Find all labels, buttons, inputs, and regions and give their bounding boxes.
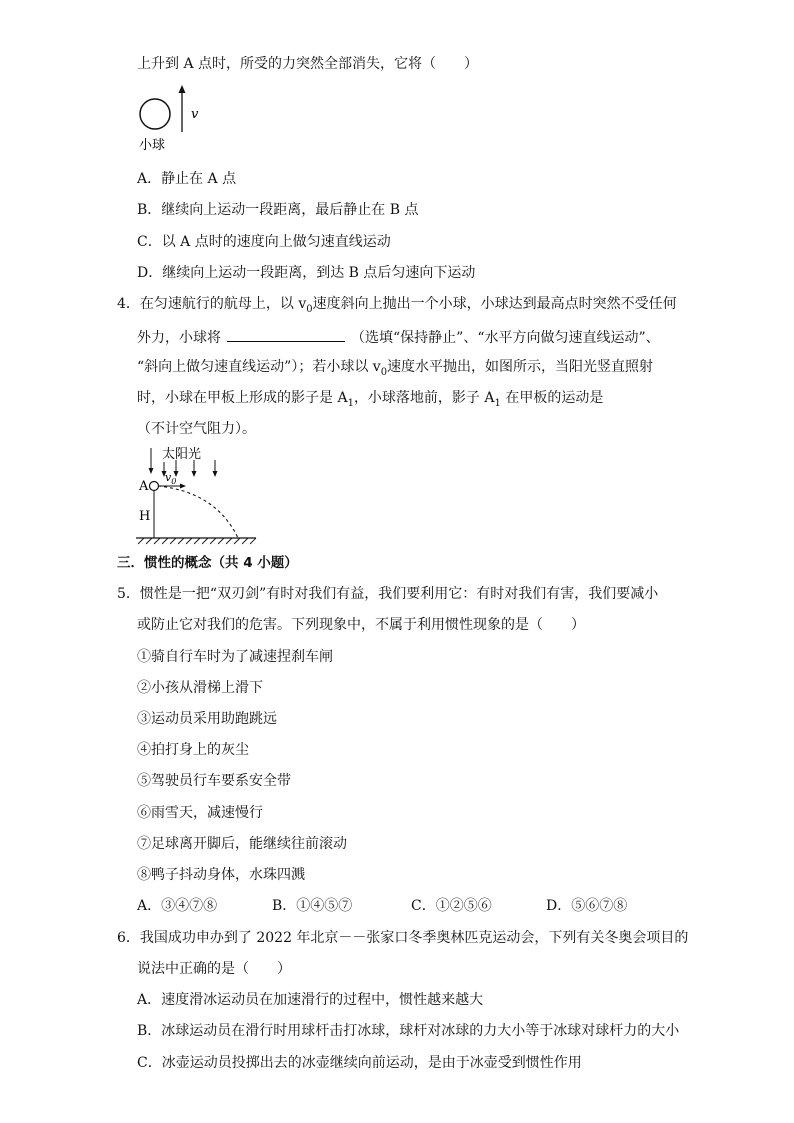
- section-heading: 三．惯性的概念（共 4 小题）: [117, 555, 298, 571]
- q4-line-1: [117, 295, 677, 319]
- height-label: H: [139, 509, 151, 524]
- q5-item-7: ⑦足球离开脚后，能继续往前滚动: [137, 836, 347, 852]
- q4-line-1-sub: 0: [306, 303, 313, 315]
- answer-blank[interactable]: [227, 327, 345, 342]
- q3-option-a: A．静止在 A 点: [137, 171, 237, 187]
- point-a-label: A: [139, 479, 149, 494]
- q4-line-4: [137, 389, 603, 413]
- q4-line-4-a: 时，小球在甲板上形成的影子是 A: [137, 390, 348, 406]
- q4-line-1-text: 4．在匀速航行的航母上，以 v: [117, 296, 307, 312]
- q5-choice-b: B．①④⑤⑦: [272, 898, 353, 914]
- q6-line-1: 6．我国成功申办到了 2022 年北京－－张家口冬季奥林匹克运动会，下列有关冬奥会项目的: [117, 930, 689, 946]
- trajectory-curve: [158, 486, 238, 538]
- q4-line-1-rest: 速度斜向上抛出一个小球，小球达到最高点时突然不受任何: [312, 296, 677, 312]
- q3-figure-caption: 小球: [139, 138, 166, 153]
- q3-option-d: D．继续向上运动一段距离，到达 B 点后匀速向下运动: [137, 265, 476, 281]
- q5-item-6: ⑥雨雪天，减速慢行: [137, 805, 263, 821]
- q4-line-5: （不计空气阻力）。: [137, 421, 256, 437]
- q6-option-a: A．速度滑冰运动员在加速滑行的过程中，惯性越来越大: [137, 992, 484, 1008]
- q5-item-2: ②小孩从滑梯上滑下: [137, 680, 263, 696]
- q5-item-5: ⑤驾驶员行车要系安全带: [137, 773, 291, 789]
- q3-ball-figure: [134, 84, 204, 156]
- q3-option-b: B．继续向上运动一段距离，最后静止在 B 点: [137, 202, 419, 218]
- q4-line-4-sub-2: 1: [494, 397, 501, 409]
- q5-choice-d: D．⑤⑥⑦⑧: [546, 898, 628, 914]
- q6-option-c: C．冰壶运动员投掷出去的冰壶继续向前运动，是由于冰壶受到惯性作用: [137, 1055, 582, 1071]
- q5-line-1: 5．惯性是一把“双刃剑”有时对我们有益，我们要利用它：有时对我们有害，我们要减小: [117, 586, 659, 602]
- q5-choice-c: C．①②⑤⑥: [411, 898, 492, 914]
- q5-choice-a: A．③④⑦⑧: [137, 898, 218, 914]
- q4-line-3: [137, 358, 653, 382]
- sunlight-label: 太阳光: [162, 447, 202, 462]
- q4-projectile-figure: [136, 442, 258, 550]
- q4-line-4-c: 在甲板的运动是: [500, 390, 604, 406]
- q3-stem-tail: 上升到 A 点时，所受的力突然全部消失，它将（ ）: [137, 56, 479, 72]
- q4-line-3-sub: 0: [380, 366, 388, 378]
- q4-velocity-label: $v_0$: [165, 471, 177, 486]
- q3-velocity-label: v: [191, 107, 199, 122]
- q4-line-4-b: ，小球落地前，影子 A: [353, 390, 495, 406]
- q4-line-3-a: “斜向上做匀速直线运动”）；若小球以 v: [137, 359, 381, 375]
- q5-item-8: ⑧鸭子抖动身体，水珠四溅: [137, 867, 305, 883]
- velocity-arrowhead: [179, 85, 186, 93]
- q5-line-2: 或防止它对我们的危害。下列现象中，不属于利用惯性现象的是（ ）: [137, 617, 585, 633]
- q5-item-3: ③运动员采用助跑跳远: [137, 711, 277, 727]
- q3-option-c: C．以 A 点时的速度向上做匀速直线运动: [137, 234, 391, 250]
- q6-line-2: 说法中正确的是（ ）: [137, 961, 291, 977]
- q4-line-2: [137, 327, 660, 347]
- q4-line-2-a: 外力，小球将: [137, 330, 221, 346]
- q6-option-b: B．冰球运动员在滑行时用球杆击打冰球，球杆对冰球的力大小等于冰球对球杆力的大小: [137, 1023, 680, 1039]
- q4-line-4-sub-1: 1: [347, 397, 354, 409]
- ball-shape: [140, 99, 170, 129]
- q5-item-4: ④拍打身上的灰尘: [137, 742, 249, 758]
- projectile-ball: [150, 482, 159, 491]
- deck-hatching: [138, 538, 256, 544]
- q4-line-2-b: （选填“保持静止”、“水平方向做匀速直线运动”、: [351, 330, 660, 346]
- q5-item-1: ①骑自行车时为了减速捏刹车闸: [137, 649, 333, 665]
- q4-line-3-b: 速度水平抛出，如图所示，当阳光竖直照射: [387, 359, 654, 375]
